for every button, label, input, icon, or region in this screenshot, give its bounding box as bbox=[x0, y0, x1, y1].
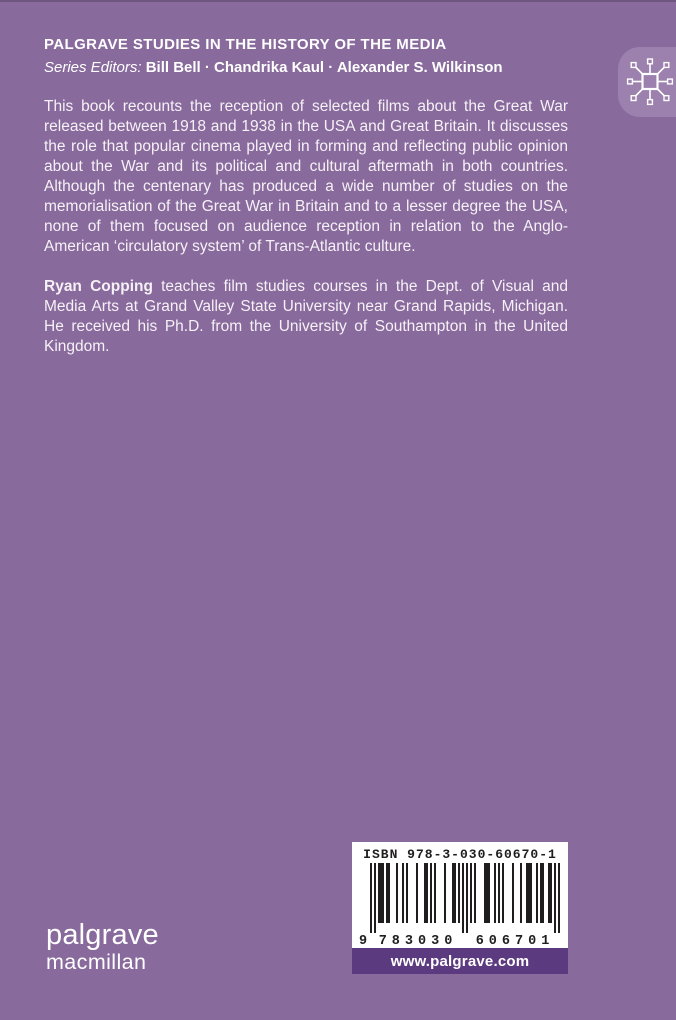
series-title: PALGRAVE STUDIES IN THE HISTORY OF THE MEDIA bbox=[44, 36, 447, 53]
series-editors-names: Bill Bell · Chandrika Kaul · Alexander S. Wilkinson bbox=[141, 59, 503, 76]
website-url: www.palgrave.com bbox=[390, 952, 530, 970]
macmillan-wordmark: macmillan bbox=[46, 950, 147, 974]
barcode-digits-left: 783030 bbox=[378, 934, 458, 947]
series-header bbox=[44, 36, 589, 77]
network-hub-icon bbox=[626, 56, 674, 108]
author-bio-text: teaches film studies courses in the Dept. of Visual and Media Arts at Grand Valley State University near Grand Rapids, Michigan. He received his Ph.D. from the University of Southampton in the United Kingdom. bbox=[44, 278, 568, 355]
barcode-panel bbox=[352, 842, 568, 948]
palgrave-series-badge bbox=[618, 47, 676, 117]
website-bar bbox=[352, 948, 568, 974]
barcode-digit-first: 9 bbox=[358, 934, 368, 947]
author-bio bbox=[44, 277, 568, 357]
barcode-digits-right: 606701 bbox=[475, 934, 555, 947]
isbn-label: ISBN 978-3-030-60670-1 bbox=[363, 847, 557, 862]
series-editors bbox=[44, 59, 589, 77]
publisher-logo bbox=[46, 919, 159, 974]
author-name: Ryan Copping bbox=[44, 278, 153, 295]
book-blurb: This book recounts the reception of selected films about the Great War released between 1918 and 1938 in the USA and Great Britain. It discusses the role that popular cinema played in forming and reflecting public opinion about the War and its political and cultural aftermath in both countries. Although the centenary has produced a wide number of studies on the memorialisation of the Great War in Britain and to a lesser degree the USA, none of them focused on audience reception in relation to the Anglo-American ‘circulatory system’ of Trans-Atlantic culture. bbox=[44, 98, 568, 255]
palgrave-wordmark: palgrave bbox=[46, 919, 159, 951]
series-editors-label: Series Editors: bbox=[44, 59, 142, 76]
back-cover-copy bbox=[44, 97, 568, 357]
ean-barcode bbox=[358, 863, 562, 947]
